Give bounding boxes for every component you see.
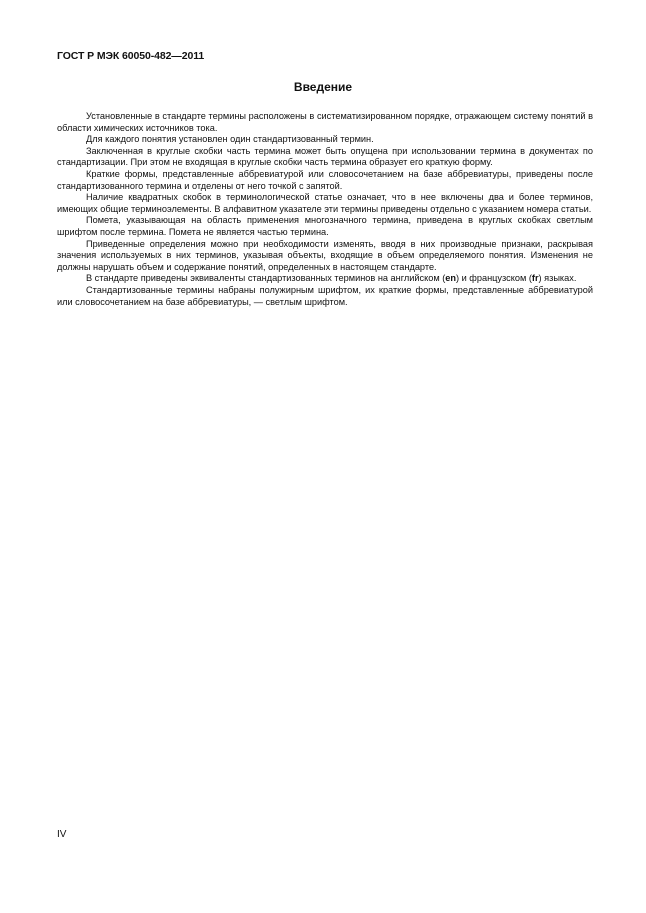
paragraph: Для каждого понятия установлен один стандартизованный термин. bbox=[86, 134, 374, 145]
paragraph: Пометa, указывающая на область применения многозначного термина, приведена в круглых скобках светлым шрифтом после термина. Пометa не является частью термина. bbox=[57, 215, 593, 237]
paragraph: Приведенные определения можно при необходимости изменять, вводя в них производные признаки, раскрывая значения используемых в них терминов, указывая объекты, входящие в объем определяемого понятия. Изменения не должны нарушать объем и содержание понятий, определенных в настоящем стандарте. bbox=[57, 238, 593, 272]
standard-id: ГОСТ Р МЭК 60050-482—2011 bbox=[57, 50, 205, 62]
lang-text-after: ) языках. bbox=[538, 273, 577, 284]
paragraph: Наличие квадратных скобок в терминологической статье означает, что в нее включены два и более терминов, имеющих общие терминоэлементы. В алфавитном указателе эти термины приведены отдельно с указанием номера статьи. bbox=[57, 192, 593, 214]
section-title: Введение bbox=[293, 80, 353, 94]
lang-code-en: en bbox=[445, 273, 457, 284]
paragraph: Установленные в стандарте термины расположены в систематизированном порядке, отражающем систему понятий в области химических источников тока. bbox=[57, 111, 593, 133]
paragraph: Стандартизованные термины набраны полужирным шрифтом, их краткие формы, представленные аббревиатурой или словосочетанием на базе аббревиатуры, — светлым шрифтом. bbox=[57, 284, 593, 307]
paragraph: Краткие формы, представленные аббревиатурой или словосочетанием на базе аббревиатуры, приведены после стандартизованного термина и отделены от него точкой с запятой. bbox=[57, 168, 593, 191]
body-text bbox=[57, 111, 593, 308]
paragraph: Заключенная в круглые скобки часть термина может быть опущена при использовании термина в документах по стандартизации. При этом не входящая в круглые скобки часть термина образует его краткую форму. bbox=[57, 145, 593, 168]
page-number: IV bbox=[57, 829, 67, 840]
lang-code-fr: fr bbox=[531, 273, 539, 284]
lang-text-before: В стандарте приведены эквиваленты стандартизованных терминов на английском ( bbox=[86, 273, 446, 284]
language-paragraph bbox=[57, 273, 593, 285]
lang-text-middle: ) и французском ( bbox=[456, 273, 532, 284]
